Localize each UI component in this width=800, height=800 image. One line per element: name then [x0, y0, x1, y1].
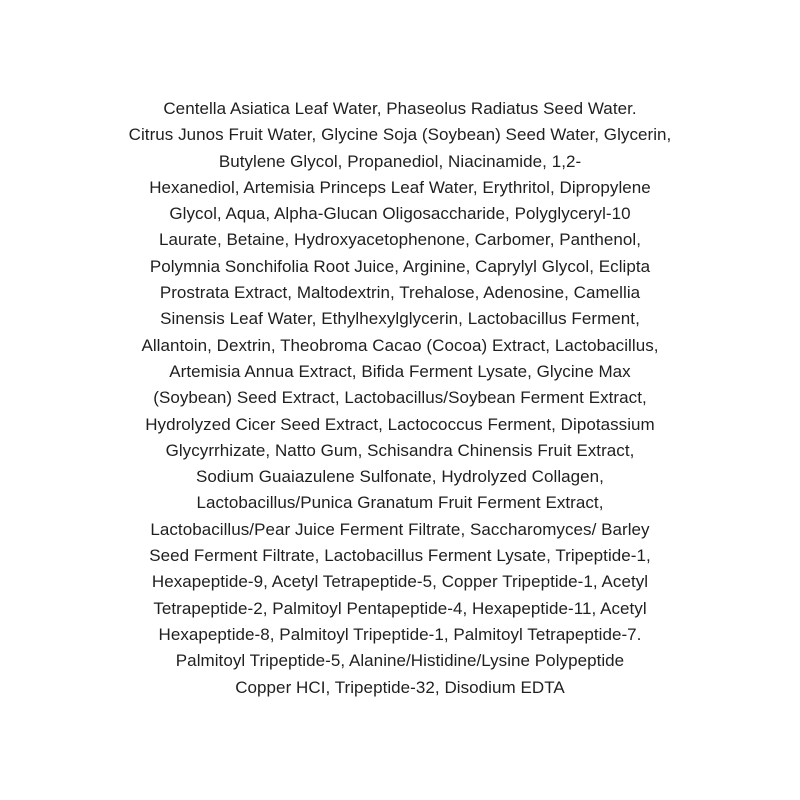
ingredients-line: Palmitoyl Tripeptide-5, Alanine/Histidine/Lysine Polypeptide [175, 651, 625, 671]
ingredients-line: Prostrata Extract, Maltodextrin, Trehalose, Adenosine, Camellia [159, 283, 641, 303]
ingredients-line: Citrus Junos Fruit Water, Glycine Soja (Soybean) Seed Water, Glycerin, [128, 125, 672, 145]
ingredients-line: Centella Asiatica Leaf Water, Phaseolus Radiatus Seed Water. [163, 99, 637, 118]
ingredients-line: Hydrolyzed Cicer Seed Extract, Lactococcus Ferment, Dipotassium [145, 414, 655, 434]
ingredients-line: Hexapeptide-8, Palmitoyl Tripeptide-1, Palmitoyl Tetrapeptide-7. [158, 624, 642, 644]
ingredients-line: Hexanediol, Artemisia Princeps Leaf Water, Erythritol, Dipropylene [149, 177, 651, 197]
ingredients-line: (Soybean) Seed Extract, Lactobacillus/Soybean Ferment Extract, [153, 388, 647, 408]
ingredients-line: Lactobacillus/Pear Juice Ferment Filtrate, Saccharomyces/ Barley [150, 519, 650, 539]
ingredients-line: Laurate, Betaine, Hydroxyacetophenone, Carbomer, Panthenol, [158, 230, 642, 250]
ingredients-line: Tetrapeptide-2, Palmitoyl Pentapeptide-4, Hexapeptide-11, Acetyl [153, 598, 647, 618]
ingredients-line: Lactobacillus/Punica Granatum Fruit Ferment Extract, [196, 493, 604, 513]
ingredients-line: Butylene Glycol, Propanediol, Niacinamide, 1,2- [218, 151, 582, 171]
ingredients-line: Glycol, Aqua, Alpha-Glucan Oligosaccharide, Polyglyceryl-10 [169, 204, 631, 224]
ingredients-line: Artemisia Annua Extract, Bifida Ferment Lysate, Glycine Max [169, 361, 631, 381]
ingredients-line: Allantoin, Dextrin, Theobroma Cacao (Cocoa) Extract, Lactobacillus, [141, 335, 659, 355]
ingredients-line: Seed Ferment Filtrate, Lactobacillus Ferment Lysate, Tripeptide-1, [149, 546, 651, 566]
ingredients-line: Polymnia Sonchifolia Root Juice, Arginine, Caprylyl Glycol, Eclipta [149, 256, 651, 276]
ingredients-line: Sinensis Leaf Water, Ethylhexylglycerin, Lactobacillus Ferment, [160, 309, 640, 329]
ingredients-line: Sodium Guaiazulene Sulfonate, Hydrolyzed Collagen, [196, 467, 604, 487]
ingredients-list [0, 96, 800, 701]
ingredients-line: Glycyrrhizate, Natto Gum, Schisandra Chinensis Fruit Extract, [165, 440, 635, 460]
ingredients-line: Copper HCI, Tripeptide-32, Disodium EDTA [235, 677, 565, 697]
ingredients-line: Hexapeptide-9, Acetyl Tetrapeptide-5, Copper Tripeptide-1, Acetyl [151, 572, 649, 592]
